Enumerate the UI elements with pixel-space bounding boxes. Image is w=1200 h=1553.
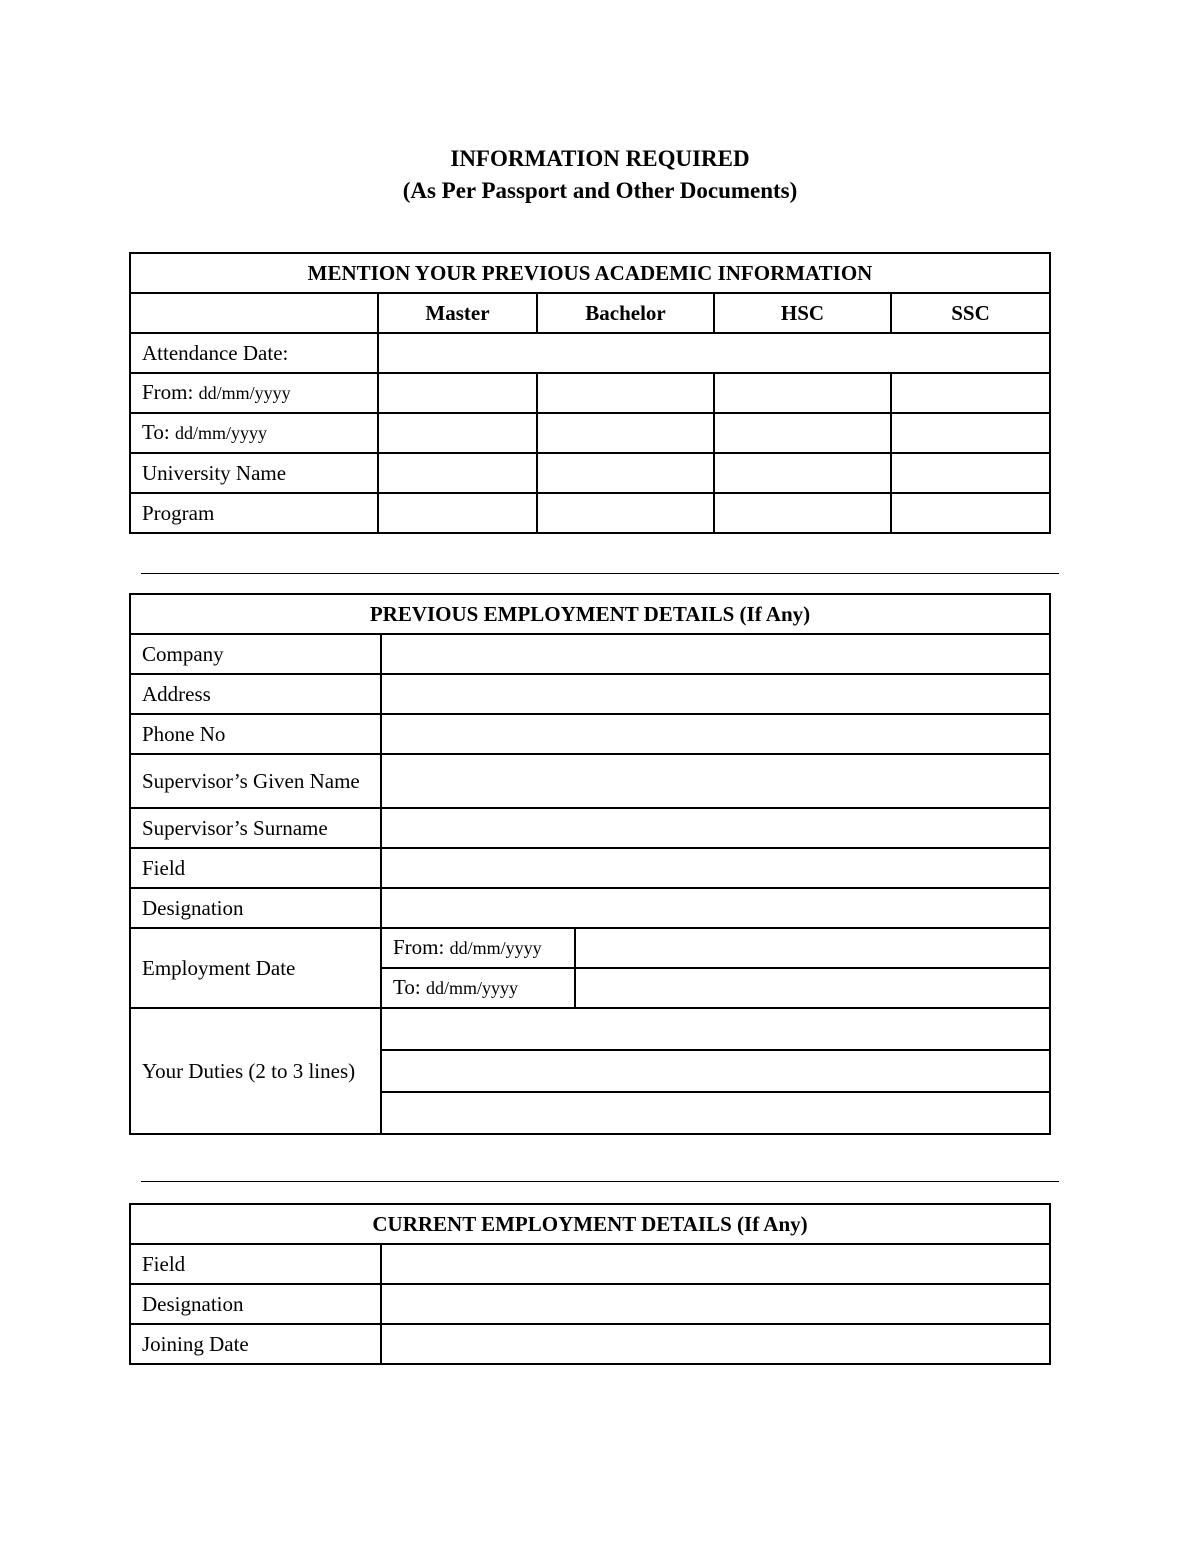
corner-cell bbox=[130, 293, 378, 333]
joining-date-label: Joining Date bbox=[130, 1324, 381, 1364]
current-designation-field[interactable] bbox=[381, 1284, 1050, 1324]
phone-field[interactable] bbox=[381, 714, 1050, 754]
field-label: Field bbox=[130, 848, 381, 888]
supervisor-given-label: Supervisor’s Given Name bbox=[130, 754, 381, 808]
university-label: University Name bbox=[130, 453, 378, 493]
date-format-hint: dd/mm/yyyy bbox=[449, 938, 542, 958]
from-ssc-field[interactable] bbox=[891, 373, 1050, 413]
employment-from-field[interactable] bbox=[575, 928, 1050, 968]
duties-label: Your Duties (2 to 3 lines) bbox=[130, 1008, 381, 1134]
phone-label: Phone No bbox=[130, 714, 381, 754]
col-hsc: HSC bbox=[714, 293, 891, 333]
from-label bbox=[130, 373, 378, 413]
previous-employment-heading: PREVIOUS EMPLOYMENT DETAILS (If Any) bbox=[130, 594, 1050, 634]
duties-lines bbox=[381, 1008, 1050, 1134]
university-ssc-field[interactable] bbox=[891, 453, 1050, 493]
company-label: Company bbox=[130, 634, 381, 674]
to-hsc-field[interactable] bbox=[714, 413, 891, 453]
attendance-label: Attendance Date: bbox=[130, 333, 378, 373]
current-field-label: Field bbox=[130, 1244, 381, 1284]
university-hsc-field[interactable] bbox=[714, 453, 891, 493]
date-format-hint: dd/mm/yyyy bbox=[174, 423, 267, 443]
designation-field[interactable] bbox=[381, 888, 1050, 928]
academic-table bbox=[129, 252, 1051, 534]
address-field[interactable] bbox=[381, 674, 1050, 714]
document-title bbox=[0, 143, 1200, 207]
col-master: Master bbox=[378, 293, 537, 333]
university-master-field[interactable] bbox=[378, 453, 537, 493]
date-format-hint: dd/mm/yyyy bbox=[198, 383, 291, 403]
duties-line-3[interactable] bbox=[382, 1092, 1049, 1133]
company-field[interactable] bbox=[381, 634, 1050, 674]
supervisor-surname-field[interactable] bbox=[381, 808, 1050, 848]
supervisor-given-field[interactable] bbox=[381, 754, 1050, 808]
col-ssc: SSC bbox=[891, 293, 1050, 333]
previous-employment-table bbox=[129, 593, 1051, 1135]
employment-date-label: Employment Date bbox=[130, 928, 381, 1008]
to-text: To: bbox=[142, 420, 170, 444]
academic-heading: MENTION YOUR PREVIOUS ACADEMIC INFORMATION bbox=[130, 253, 1050, 293]
duties-line-2[interactable] bbox=[382, 1050, 1049, 1092]
employment-to-field[interactable] bbox=[575, 968, 1050, 1008]
duties-line-group bbox=[382, 1009, 1049, 1133]
program-label: Program bbox=[130, 493, 378, 533]
designation-label: Designation bbox=[130, 888, 381, 928]
program-ssc-field[interactable] bbox=[891, 493, 1050, 533]
university-bachelor-field[interactable] bbox=[537, 453, 714, 493]
title-line: INFORMATION REQUIRED bbox=[450, 146, 750, 171]
attendance-field[interactable] bbox=[378, 333, 1050, 373]
to-ssc-field[interactable] bbox=[891, 413, 1050, 453]
current-employment-table bbox=[129, 1203, 1051, 1365]
from-text: From: bbox=[393, 935, 445, 959]
from-master-field[interactable] bbox=[378, 373, 537, 413]
program-hsc-field[interactable] bbox=[714, 493, 891, 533]
to-text: To: bbox=[393, 975, 421, 999]
col-bachelor: Bachelor bbox=[537, 293, 714, 333]
duties-line-1[interactable] bbox=[382, 1009, 1049, 1050]
employment-from-label bbox=[381, 928, 575, 968]
address-label: Address bbox=[130, 674, 381, 714]
joining-date-field[interactable] bbox=[381, 1324, 1050, 1364]
current-field-field[interactable] bbox=[381, 1244, 1050, 1284]
field-field[interactable] bbox=[381, 848, 1050, 888]
supervisor-surname-label: Supervisor’s Surname bbox=[130, 808, 381, 848]
employment-to-label bbox=[381, 968, 575, 1008]
date-format-hint: dd/mm/yyyy bbox=[425, 978, 518, 998]
divider bbox=[141, 573, 1059, 574]
from-text: From: bbox=[142, 380, 194, 404]
subtitle-line: (As Per Passport and Other Documents) bbox=[402, 178, 798, 203]
to-master-field[interactable] bbox=[378, 413, 537, 453]
from-bachelor-field[interactable] bbox=[537, 373, 714, 413]
program-bachelor-field[interactable] bbox=[537, 493, 714, 533]
from-hsc-field[interactable] bbox=[714, 373, 891, 413]
current-designation-label: Designation bbox=[130, 1284, 381, 1324]
current-employment-heading: CURRENT EMPLOYMENT DETAILS (If Any) bbox=[130, 1204, 1050, 1244]
divider bbox=[141, 1181, 1059, 1182]
to-bachelor-field[interactable] bbox=[537, 413, 714, 453]
to-label bbox=[130, 413, 378, 453]
program-master-field[interactable] bbox=[378, 493, 537, 533]
